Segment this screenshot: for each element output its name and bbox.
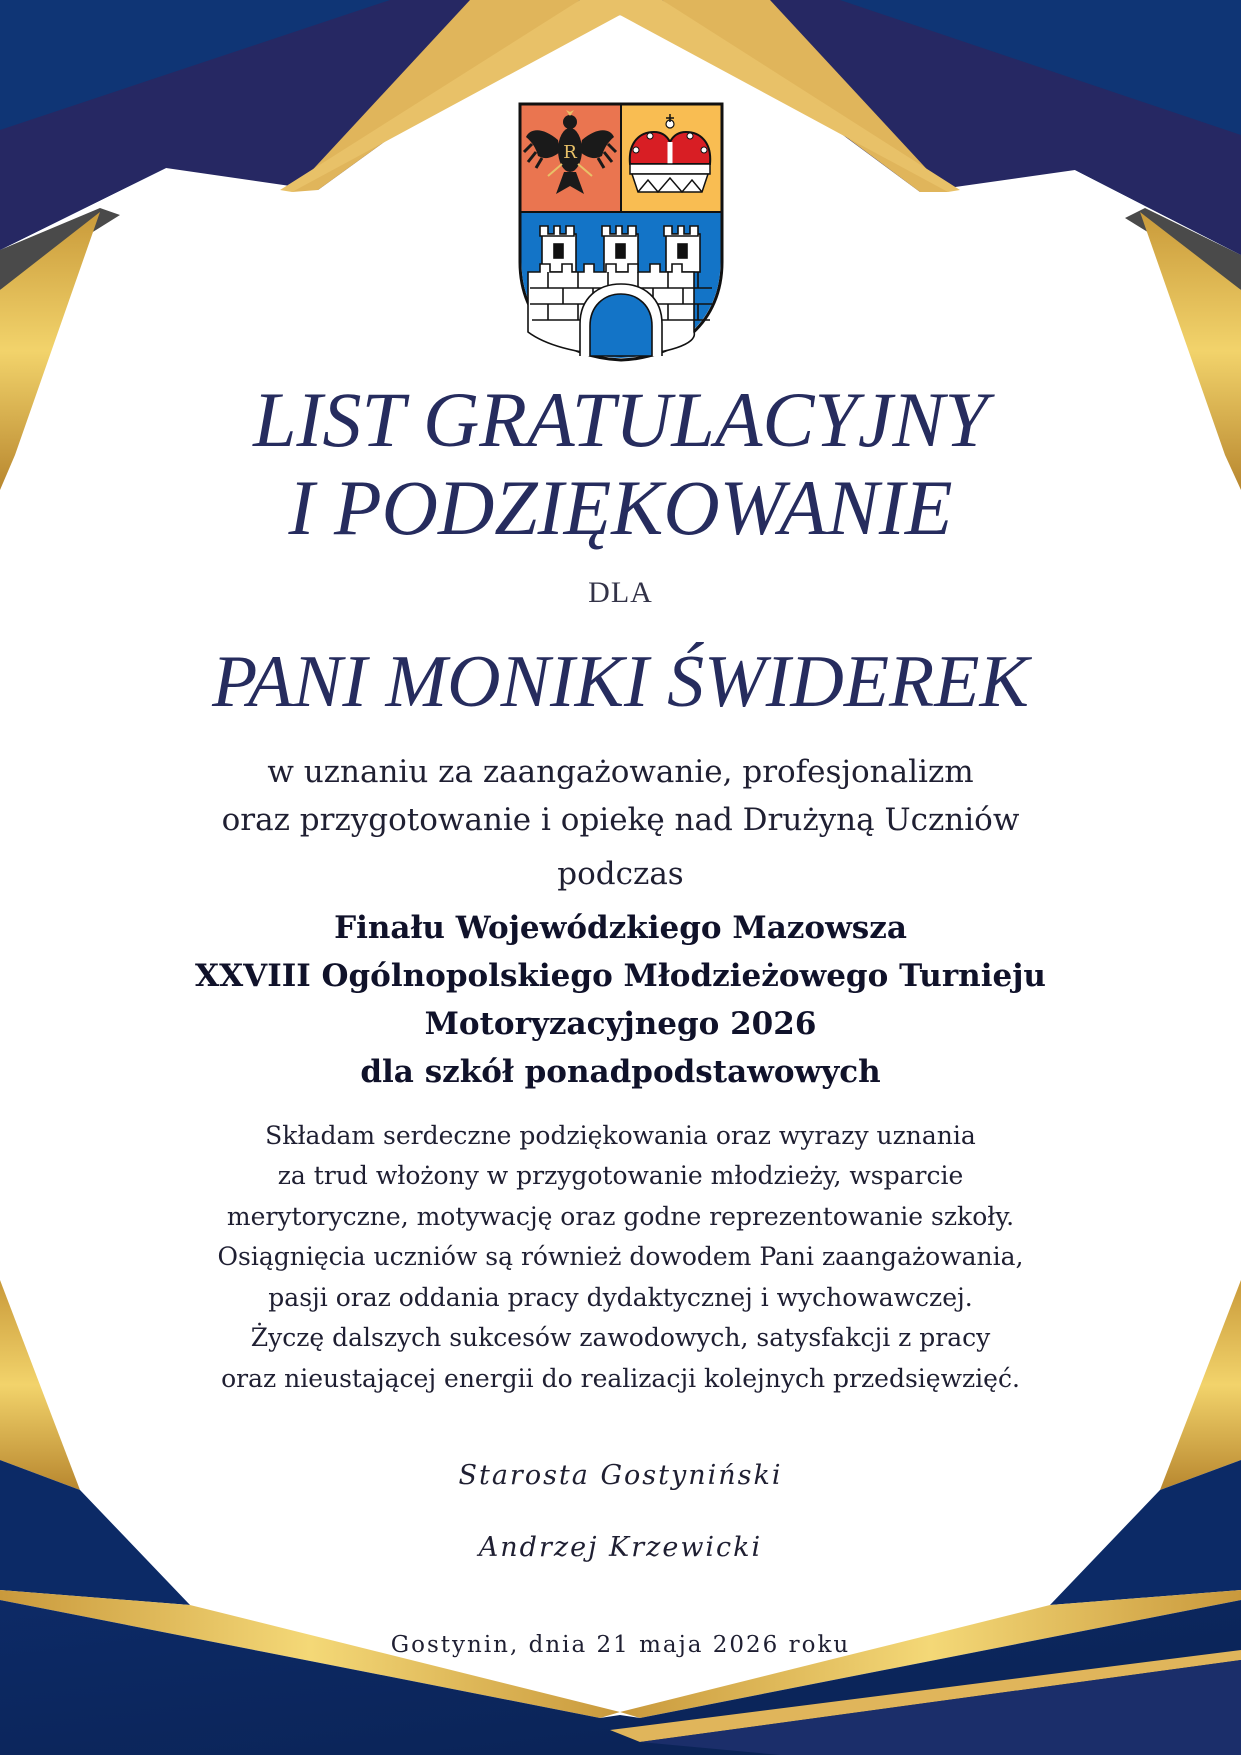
event-line-1: Finału Wojewódzkiego Mazowsza — [334, 910, 907, 946]
signatory-name: Andrzej Krzewicki — [478, 1532, 763, 1563]
body-line-1: Składam serdeczne podziękowania oraz wyrazy uznania — [265, 1121, 976, 1150]
body-line-6: Życzę dalszych sukcesów zawodowych, satysfakcji z pracy — [250, 1323, 991, 1352]
intro-line-3: podczas — [557, 856, 684, 892]
event-line-4: dla szkół ponadpodstawowych — [360, 1054, 881, 1090]
event-line-2: XXVIII Ogólnopolskiego Młodzieżowego Turnieju — [195, 958, 1046, 994]
signatory-title: Starosta Gostyniński — [458, 1460, 783, 1491]
intro-line-2: oraz przygotowanie i opiekę nad Drużyną Uczniów — [221, 802, 1020, 838]
intro-line-1: w uznaniu za zaangażowanie, profesjonalizm — [267, 754, 974, 790]
body-line-7: oraz nieustającej energii do realizacji kolejnych przedsięwzięć. — [221, 1364, 1020, 1393]
for-label: DLA — [588, 576, 653, 609]
title-line-1: LIST GRATULACYJNY — [253, 376, 988, 463]
crest-letter: R — [563, 142, 577, 163]
recipient-name: PANI MONIKI ŚWIDEREK — [212, 641, 1029, 723]
body-line-4: Osiągnięcia uczniów są również dowodem Pani zaangażowania, — [217, 1242, 1024, 1271]
title-line-2: I PODZIĘKOWANIE — [288, 464, 953, 551]
body-line-2: za trud włożony w przygotowanie młodzieży, wsparcie — [277, 1161, 964, 1190]
body-line-3: merytoryczne, motywację oraz godne reprezentowanie szkoły. — [226, 1202, 1015, 1231]
place-date: Gostynin, dnia 21 maja 2026 roku — [390, 1632, 851, 1658]
body-line-5: pasji oraz oddania pracy dydaktycznej i wychowawczej. — [268, 1283, 973, 1312]
event-line-3: Motoryzacyjnego 2026 — [424, 1006, 817, 1042]
